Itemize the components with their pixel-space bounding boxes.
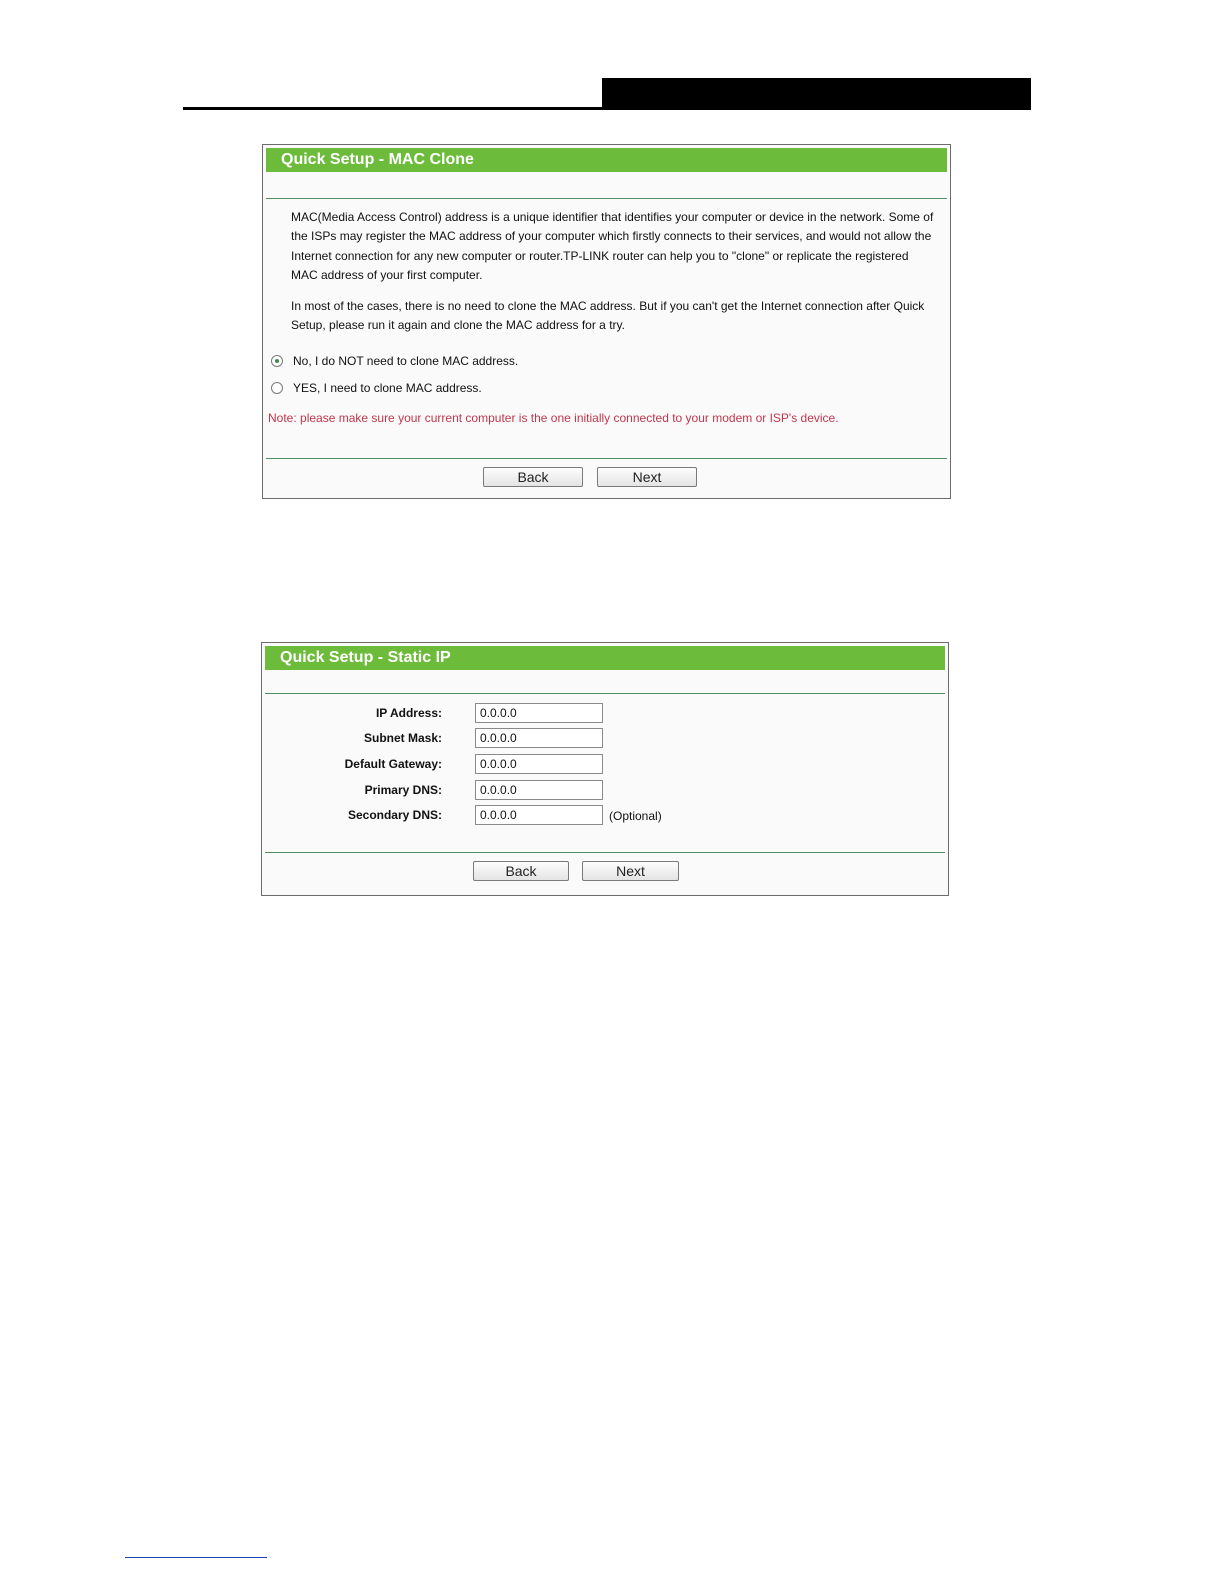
divider bbox=[266, 198, 947, 199]
header-block bbox=[602, 78, 1031, 109]
radio-clone[interactable] bbox=[271, 380, 482, 396]
subnet-mask-input[interactable] bbox=[475, 728, 603, 748]
divider bbox=[265, 852, 945, 853]
radio-label: No, I do NOT need to clone MAC address. bbox=[293, 354, 519, 368]
ip-address-input[interactable] bbox=[475, 703, 603, 723]
subnet-mask-label: Subnet Mask: bbox=[363, 731, 442, 745]
ip-address-label: IP Address: bbox=[375, 706, 442, 720]
primary-dns-label: Primary DNS: bbox=[364, 783, 442, 797]
back-button[interactable]: Back bbox=[473, 861, 569, 881]
radio-selected-icon[interactable] bbox=[271, 355, 283, 367]
mac-clone-panel bbox=[262, 144, 951, 499]
panel-title: Quick Setup - Static IP bbox=[265, 646, 945, 670]
radio-unselected-icon[interactable] bbox=[271, 382, 283, 394]
radio-no-clone[interactable] bbox=[271, 353, 518, 369]
mac-advice: In most of the cases, there is no need to clone the MAC address. But if you can't get the Internet connection after Quick Setup, please run it again and clone the MAC address for a try. bbox=[291, 299, 925, 333]
mac-description: MAC(Media Access Control) address is a unique identifier that identifies your computer or device in the network. Some of the ISPs may register the MAC address of your computer which firstly connects to their services, and would not allow the Internet connection for any new computer or router.TP-LINK router can help you to "clone" or replicate the registered MAC address of your first computer. bbox=[291, 210, 934, 282]
default-gateway-input[interactable] bbox=[475, 754, 603, 774]
secondary-dns-input[interactable] bbox=[475, 805, 603, 825]
back-button[interactable]: Back bbox=[483, 467, 583, 487]
header-rule bbox=[183, 107, 1031, 110]
static-ip-panel bbox=[261, 642, 949, 896]
divider bbox=[265, 693, 945, 694]
panel-title: Quick Setup - MAC Clone bbox=[266, 148, 947, 172]
radio-label: YES, I need to clone MAC address. bbox=[293, 381, 482, 395]
divider bbox=[266, 458, 947, 459]
next-button[interactable]: Next bbox=[597, 467, 697, 487]
secondary-dns-label: Secondary DNS: bbox=[347, 808, 442, 822]
footer-rule bbox=[125, 1557, 267, 1558]
optional-label: (Optional) bbox=[609, 809, 662, 823]
note-text: Note: please make sure your current computer is the one initially connected to your modem or ISP's device. bbox=[268, 411, 839, 425]
default-gateway-label: Default Gateway: bbox=[344, 757, 442, 771]
primary-dns-input[interactable] bbox=[475, 780, 603, 800]
next-button[interactable]: Next bbox=[582, 861, 679, 881]
